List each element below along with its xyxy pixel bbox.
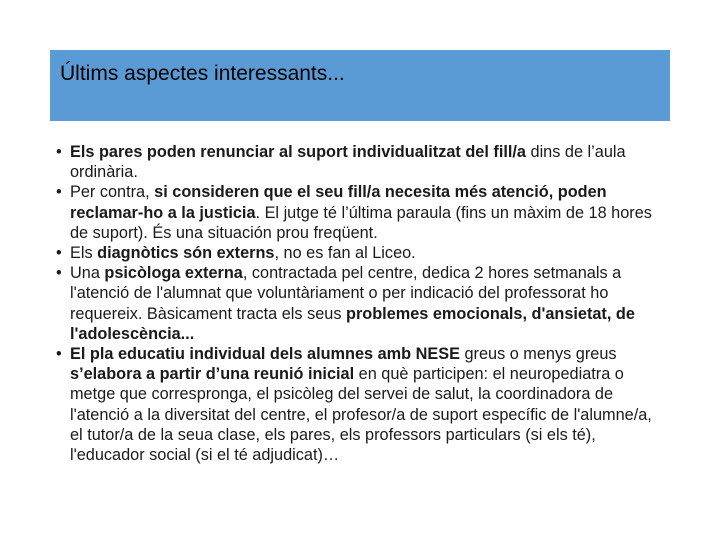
bullet-2-segment-2: si consideren que el seu fill/a necesita més atenció, poden reclamar-ho a la justicia (70, 183, 607, 222)
bullet-dot-icon: • (56, 143, 62, 161)
bullet-dot-icon: • (56, 183, 62, 202)
bullet-5-segment-3: s’elabora a partir d’una reunió inicial (70, 365, 355, 384)
bullet-2-segment-1: Per contra, (70, 183, 155, 202)
bullet-1-segment-2: dins de l’aula ordinària. (70, 143, 626, 182)
bullet-item-2 (54, 182, 664, 243)
bullet-dot-icon: • (56, 345, 62, 364)
bullet-3-segment-1: Els (70, 244, 98, 263)
bullet-5-segment-2: greus o menys greus (459, 345, 617, 364)
slide-title: Últims aspectes interessants... (60, 62, 345, 85)
bullet-2-segment-3: . El jutge té l’última paraula (fins un màxim de 18 hores de suport). És una situación prou freqüent. (70, 203, 652, 242)
bullet-item-1 (54, 142, 664, 182)
bullet-4-segment-1: Una (70, 264, 105, 283)
bullet-dot-icon: • (56, 244, 62, 263)
bullet-3-segment-3: , no es fan al Liceo. (274, 244, 416, 263)
bullet-item-4 (54, 263, 664, 344)
bullet-4-segment-3: , contractada pel centre, dedica 2 hores setmanals a l'atenció de l'alumnat que voluntàriament o per indicació del professorat ho requereix. Bàsicament tracta els seus (70, 264, 622, 323)
bullet-list (54, 142, 664, 465)
bullet-5-segment-1: El pla educatiu individual dels alumnes amb NESE (70, 345, 460, 364)
bullet-1-segment-1: Els pares poden renunciar al suport individualitzat del fill/a (70, 143, 526, 161)
slide-title-bar (50, 50, 670, 121)
bullet-item-3 (54, 243, 664, 263)
bullet-3-segment-2: diagnòtics són externs (97, 244, 275, 263)
bullet-4-segment-2: psicòloga externa (104, 264, 243, 283)
bullet-item-5 (54, 344, 664, 465)
bullet-dot-icon: • (56, 264, 62, 283)
slide-body (54, 142, 664, 465)
bullet-4-segment-4: problemes emocionals, d'ansietat, de l'adolescència... (70, 304, 635, 343)
bullet-5-segment-4: en què participen: el neuropediatra o metge que correspronga, el psicòleg del servei de salut, la coordinadora de l'atenció a la diversitat del centre, el profesor/a de suport específic de l'alumne/a, el tutor/a de la seua clase, els pares, els professors particulars (si els té), l'educador social (si el té adjudicat)… (70, 365, 652, 465)
